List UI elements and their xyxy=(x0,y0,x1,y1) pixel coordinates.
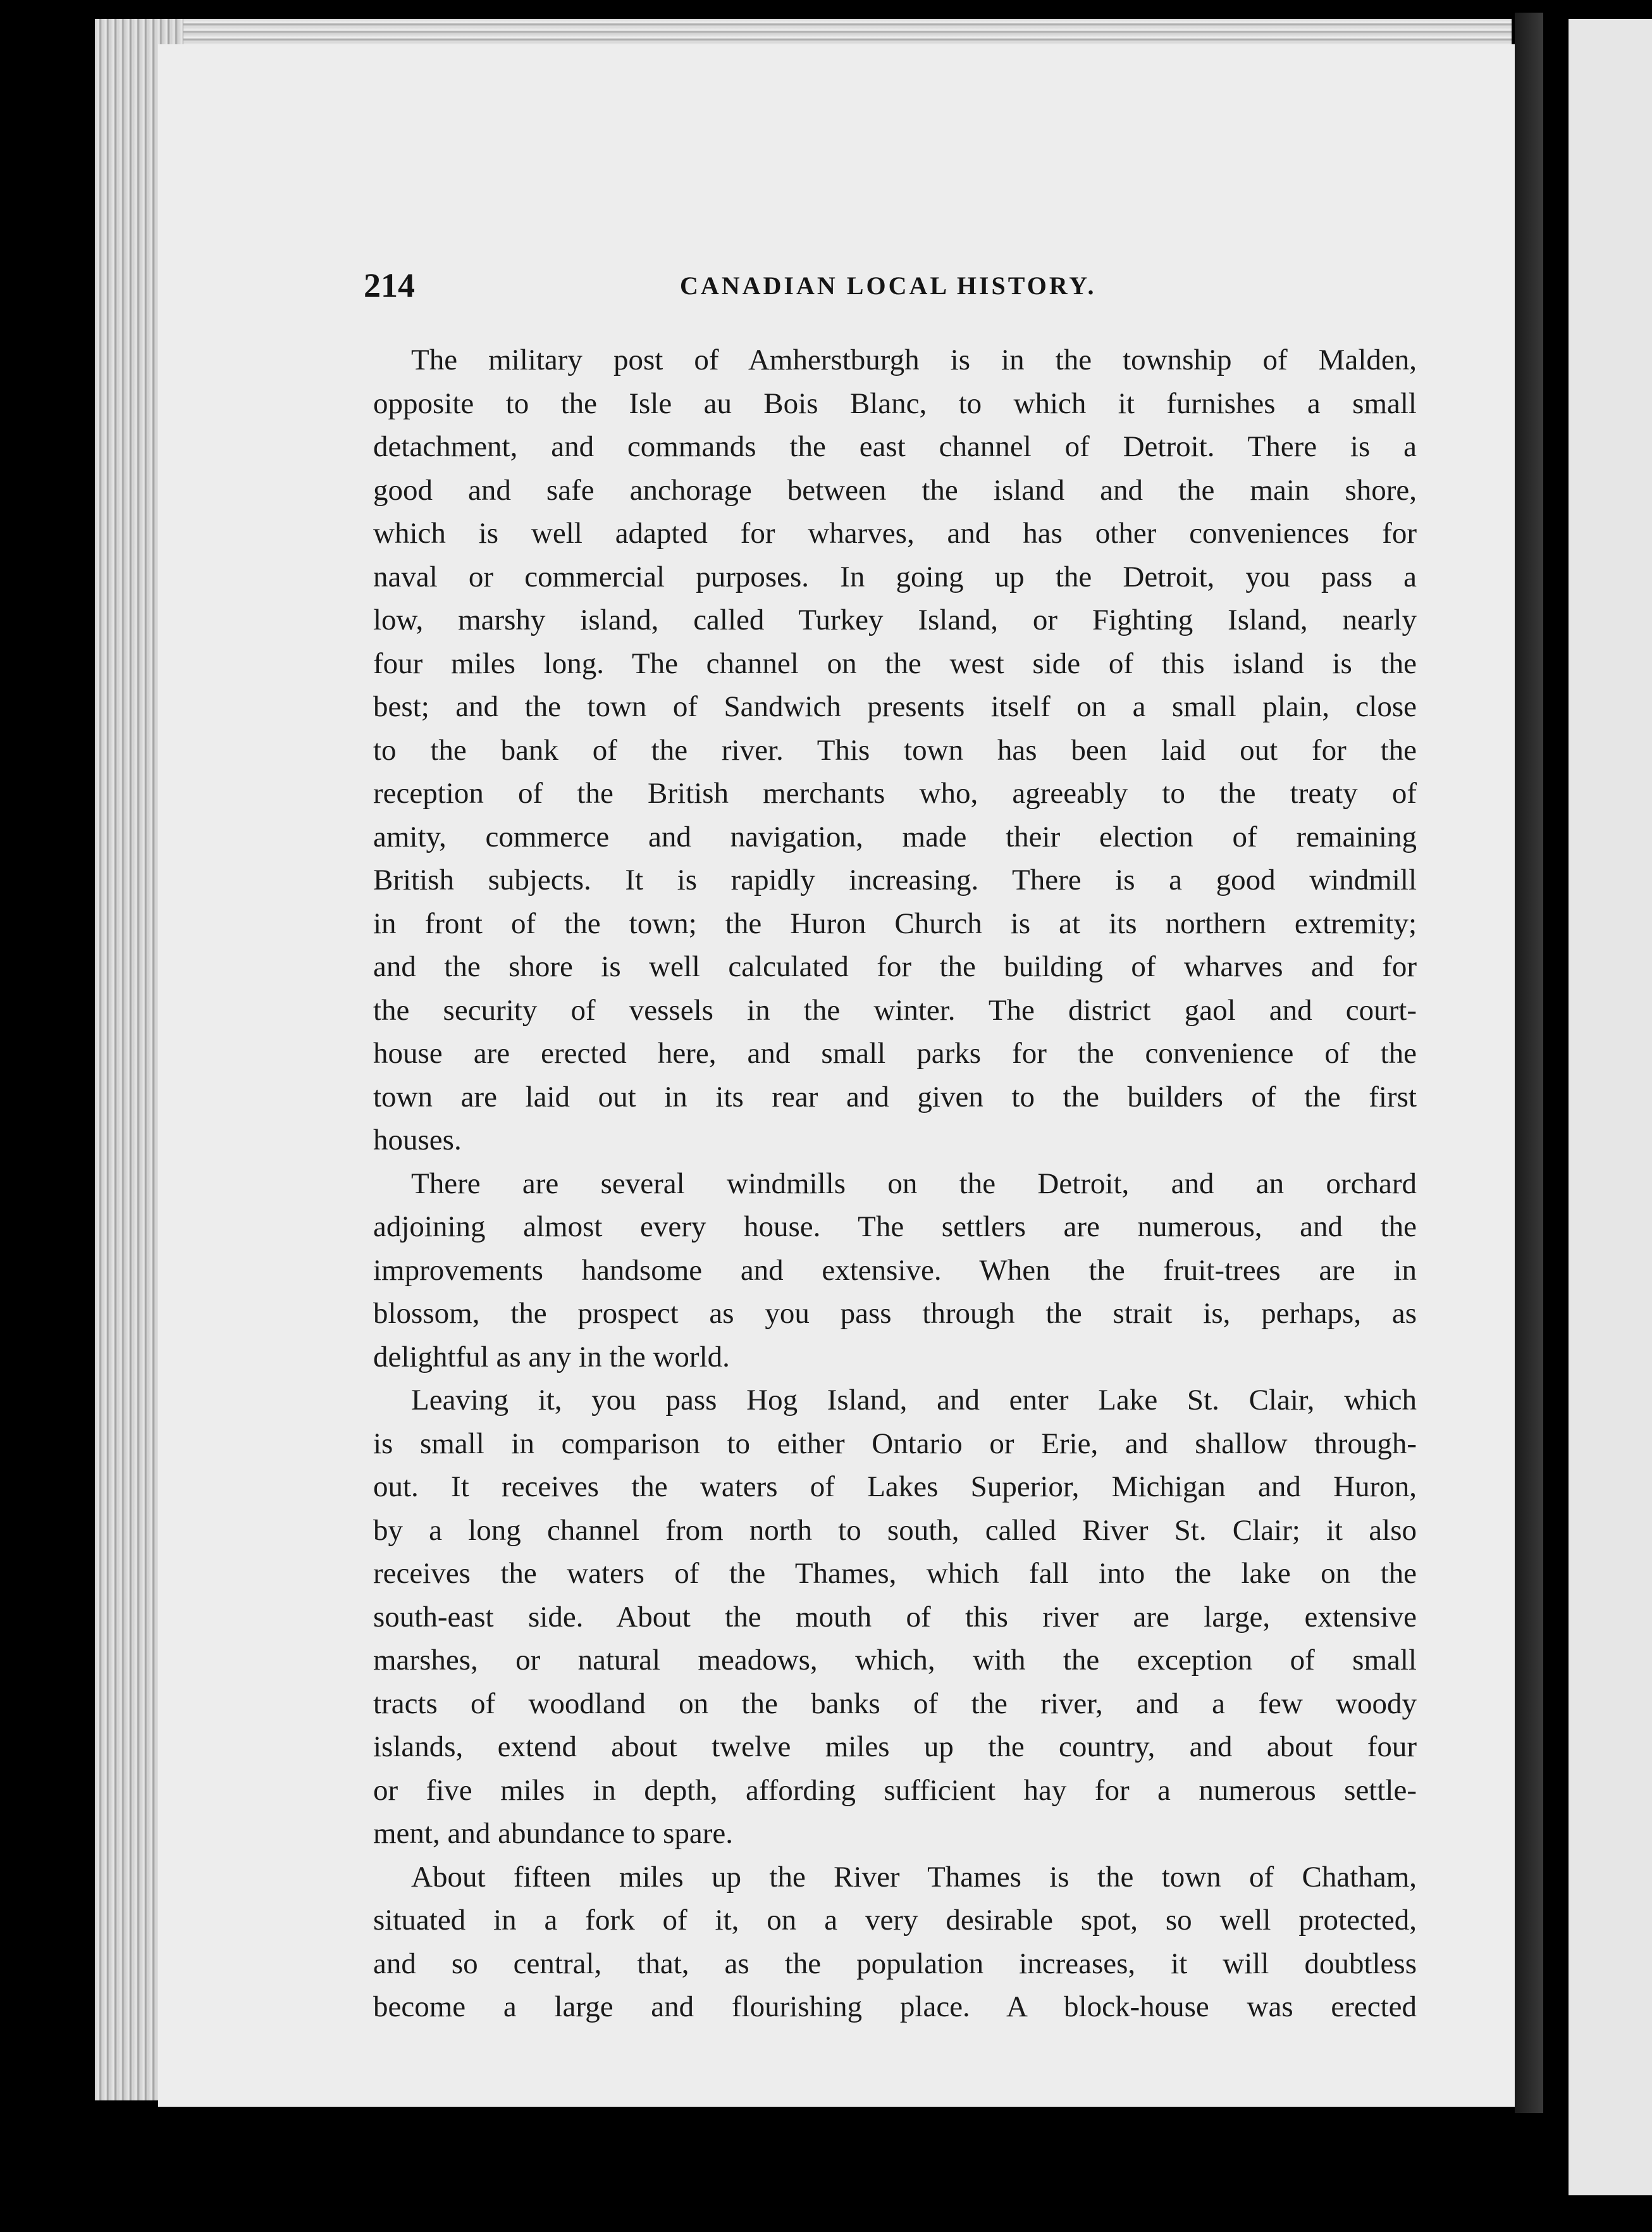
page-header xyxy=(364,266,1439,316)
text-line: situated in a fork of it, on a very desirable spot, so well protected, xyxy=(373,1904,1417,1937)
text-line: best; and the town of Sandwich presents itself on a small plain, close xyxy=(373,690,1417,723)
text-line: which is well adapted for wharves, and has other conveniences for xyxy=(373,517,1417,550)
text-line: islands, extend about twelve miles up the country, and about four xyxy=(373,1730,1417,1763)
gutter-shadow xyxy=(1515,13,1543,2113)
text-line: or five miles in depth, affording sufficient hay for a numerous settle- xyxy=(373,1773,1417,1807)
text-line: tracts of woodland on the banks of the river, and a few woody xyxy=(373,1687,1417,1720)
text-line: house are erected here, and small parks for the convenience of the xyxy=(373,1037,1417,1070)
text-line: Leaving it, you pass Hog Island, and enter Lake St. Clair, which xyxy=(411,1384,1417,1417)
body-text xyxy=(373,338,1417,2029)
text-line: British subjects. It is rapidly increasing. There is a good windmill xyxy=(373,864,1417,896)
text-line: adjoining almost every house. The settlers are numerous, and the xyxy=(373,1210,1417,1243)
text-line: marshes, or natural meadows, which, with the exception of small xyxy=(373,1644,1417,1677)
page-number: 214 xyxy=(364,266,415,304)
text-line: About fifteen miles up the River Thames is the town of Chatham, xyxy=(411,1860,1417,1894)
text-line: to the bank of the river. This town has been laid out for the xyxy=(373,733,1417,767)
text-line: receives the waters of the Thames, which fall into the lake on the xyxy=(373,1557,1417,1590)
text-line: detachment, and commands the east channel of Detroit. There is a xyxy=(373,430,1417,463)
running-head: CANADIAN LOCAL HISTORY. xyxy=(680,271,1097,300)
facing-page-edge xyxy=(1569,19,1652,2195)
text-line: and so central, that, as the population increases, it will doubtless xyxy=(373,1947,1417,1980)
text-line: The military post of Amherstburgh is in the township of Malden, xyxy=(411,344,1417,376)
text-line: improvements handsome and extensive. When the fruit-trees are in xyxy=(373,1253,1417,1287)
text-line: houses. xyxy=(373,1124,462,1156)
text-line: out. It receives the waters of Lakes Superior, Michigan and Huron, xyxy=(373,1470,1417,1503)
text-line: town are laid out in its rear and given to the builders of the first xyxy=(373,1080,1417,1113)
text-line: become a large and flourishing place. A block-house was erected xyxy=(373,1990,1417,2023)
text-line: good and safe anchorage between the island and the main shore, xyxy=(373,473,1417,507)
text-line: naval or commercial purposes. In going up the Detroit, you pass a xyxy=(373,560,1417,593)
text-line: ment, and abundance to spare. xyxy=(373,1817,734,1850)
text-line: in front of the town; the Huron Church is at its northern extremity; xyxy=(373,907,1417,940)
text-line: south-east side. About the mouth of this river are large, extensive xyxy=(373,1600,1417,1634)
text-line: is small in comparison to either Ontario or Erie, and shallow through- xyxy=(373,1427,1417,1460)
text-line: delightful as any in the world. xyxy=(373,1340,730,1373)
text-line: the security of vessels in the winter. The district gaol and court- xyxy=(373,993,1417,1027)
text-line: reception of the British merchants who, agreeably to the treaty of xyxy=(373,777,1417,810)
text-line: opposite to the Isle au Bois Blanc, to which it furnishes a small xyxy=(373,387,1417,420)
text-line: amity, commerce and navigation, made their election of remaining xyxy=(373,820,1417,853)
text-line: by a long channel from north to south, called River St. Clair; it also xyxy=(373,1513,1417,1547)
text-line: blossom, the prospect as you pass through the strait is, perhaps, as xyxy=(373,1297,1417,1330)
text-line: and the shore is well calculated for the building of wharves and for xyxy=(373,950,1417,983)
text-line: four miles long. The channel on the west side of this island is the xyxy=(373,647,1417,680)
text-line: There are several windmills on the Detroit, and an orchard xyxy=(411,1167,1417,1200)
text-line: low, marshy island, called Turkey Island, or Fighting Island, nearly xyxy=(373,604,1417,636)
